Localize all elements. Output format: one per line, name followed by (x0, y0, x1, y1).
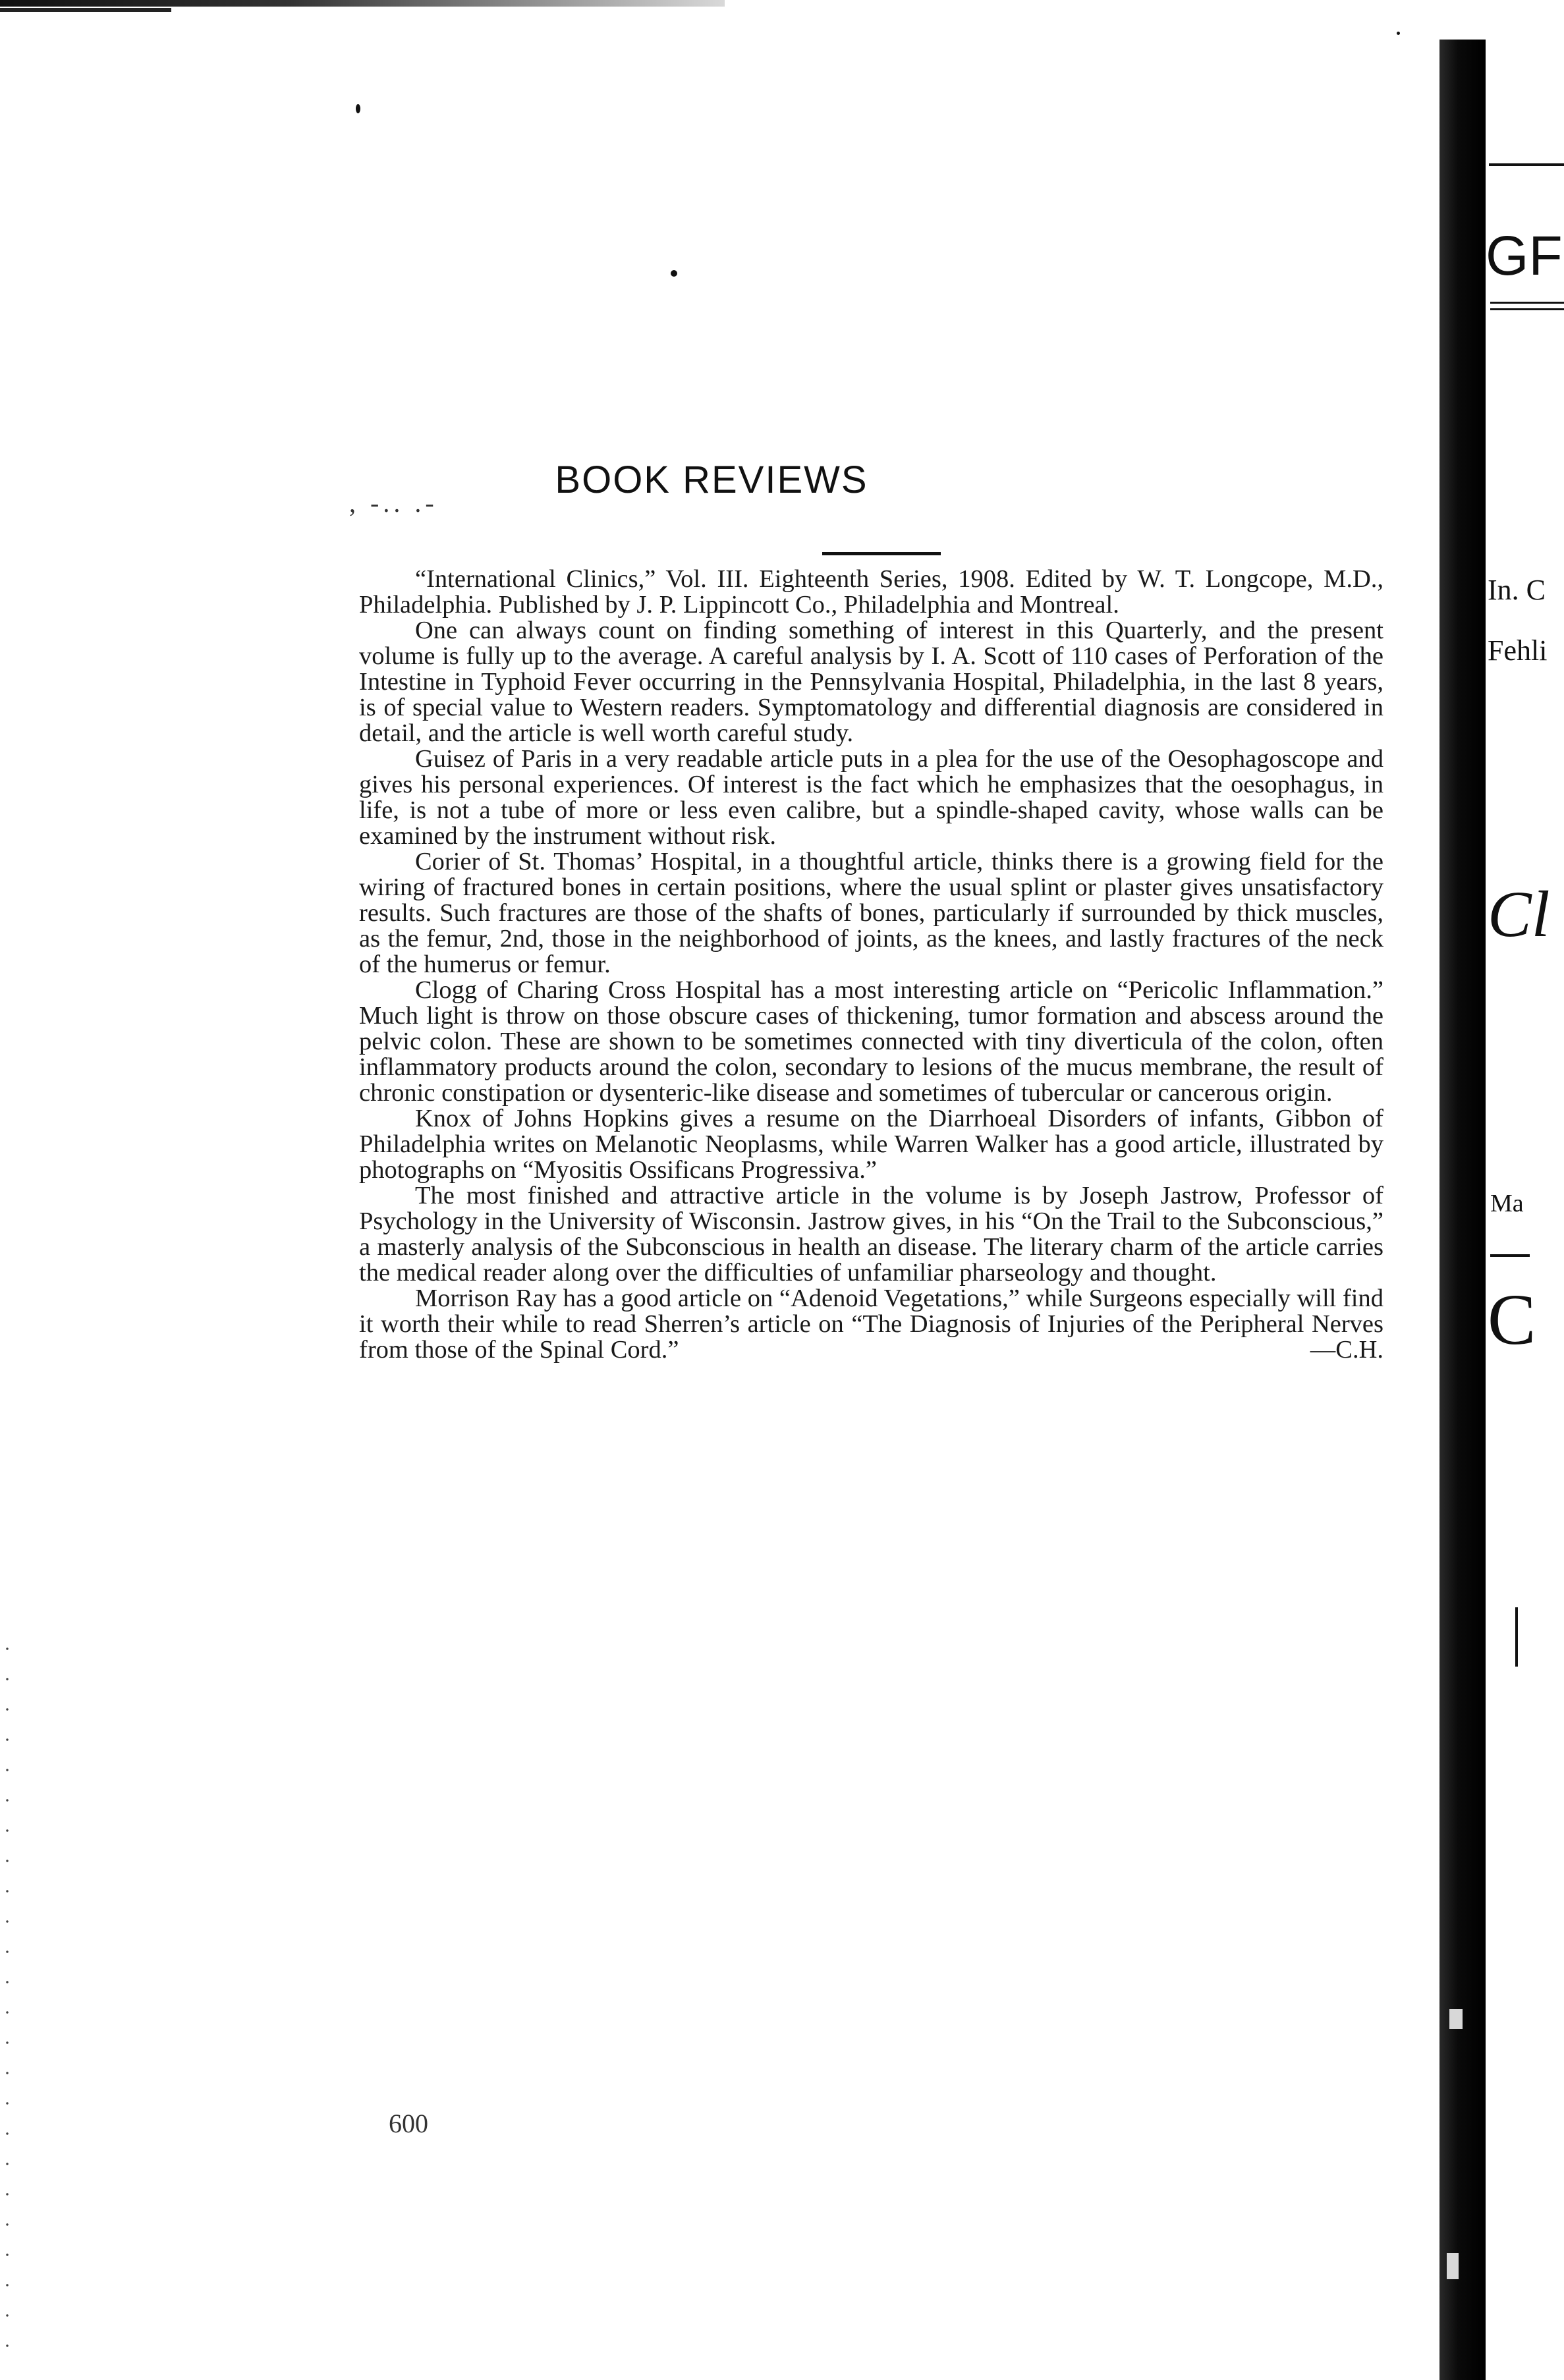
final-paragraph (359, 1286, 1383, 1363)
binding-shadow (1439, 40, 1486, 2380)
scan-speck (1397, 32, 1400, 35)
edge-fragment-gf: GF (1486, 225, 1563, 287)
edge-fragment-fehli: Fehli (1488, 634, 1548, 667)
binding-gap (1447, 2253, 1459, 2279)
page-title: BOOK REVIEWS (555, 458, 868, 501)
edge-fragment-in-c: In. C (1488, 574, 1546, 606)
edge-fragment-ma: Ma (1490, 1190, 1524, 1217)
citation: “International Clinics,” Vol. III. Eighteenth Series, 1908. Edited by W. T. Longcope, M.D., Philadelphia. Published by J. P. Lippincott Co., Philadelphia and Montreal. (359, 565, 1383, 619)
scan-speck (356, 104, 360, 113)
edge-rule (1490, 302, 1564, 304)
title-rule (822, 552, 941, 555)
signature: —C.H. (1310, 1336, 1383, 1364)
review-body (359, 567, 1383, 1363)
edge-rule (1490, 1254, 1530, 1257)
scan-edge-top (0, 0, 725, 7)
page-number: 600 (389, 2109, 428, 2138)
final-paragraph-text: Morrison Ray has a good article on “Adenoid Vegetations,” while Surgeons especially will find it worth their while to read Sherren’s article on “The Diagnosis of Injuries of the Peripheral Nerves from those of the Spinal Cord.” (359, 1285, 1383, 1364)
paragraph: Knox of Johns Hopkins gives a resume on the Diarrhoeal Disorders of infants, Gibbon of Philadelphia writes on Melanotic Neoplasms, while Warren Walker has a good article, illustrated by photographs on “Myositis Ossificans Progressiva.” (359, 1105, 1383, 1184)
edge-rule (1490, 308, 1564, 310)
binding-gap (1449, 2009, 1463, 2029)
paragraph: Corier of St. Thomas’ Hospital, in a thoughtful article, thinks there is a growing field for the wiring of fractured bones in certain positions, where the usual splint or plaster gives unsatisfactory results. Such fractures are those of the shafts of bones, particularly if surrounded by thick muscles, as the femur, 2nd, those in the neighborhood of joints, as the knees, and lastly fractures of the neck of the humerus or femur. (359, 848, 1383, 978)
edge-rule (1489, 163, 1564, 166)
edge-bracket (1515, 1607, 1518, 1667)
edge-fragment-cl: Cl (1488, 877, 1550, 951)
paragraph: One can always count on finding something of interest in this Quarterly, and the present volume is fully up to the average. A careful analysis by I. A. Scott of 110 cases of Perforation of the Intestine in Typhoid Fever occurring in the Pennsylvania Hospital, Philadelphia, in the last 8 years, is of special value to Western readers. Symptomatology and differential diagnosis are considered in detail, and the article is well worth careful study. (359, 617, 1383, 747)
scan-edge-left (4, 1634, 11, 2358)
paragraph: Guisez of Paris in a very readable article puts in a plea for the use of the Oesophagoscope and gives his personal experiences. Of interest is the fact which he emphasizes that the oesophagus, in life, is not a tube of more or less even calibre, but a spindle-shaped cavity, whose walls can be examined by the instrument without risk. (359, 745, 1383, 850)
scan-speck (671, 270, 677, 277)
scan-edge-top-mark (0, 8, 171, 12)
edge-fragment-c: C (1488, 1279, 1536, 1360)
header-marks: , -.. .- (349, 488, 438, 518)
paragraph: Clogg of Charing Cross Hospital has a most interesting article on “Pericolic Inflammation.” Much light is throw on those obscure cases of thickening, tumor formation and abscess around the pelvic colon. These are shown to be sometimes connected with tiny diverticula of the colon, often inflammatory products around the colon, secondary to lesions of the mucus membrane, the result of chronic constipation or dysenteric-like disease and sometimes of tubercular or cancerous origin. (359, 976, 1383, 1107)
paragraph: The most finished and attractive article in the volume is by Joseph Jastrow, Professor of Psychology in the University of Wisconsin. Jastrow gives, in his “On the Trail to the Subconscious,” a masterly analysis of the Subconscious in health an disease. The literary charm of the article carries the medical reader along over the difficulties of unfamiliar pharseology and thought. (359, 1182, 1383, 1287)
